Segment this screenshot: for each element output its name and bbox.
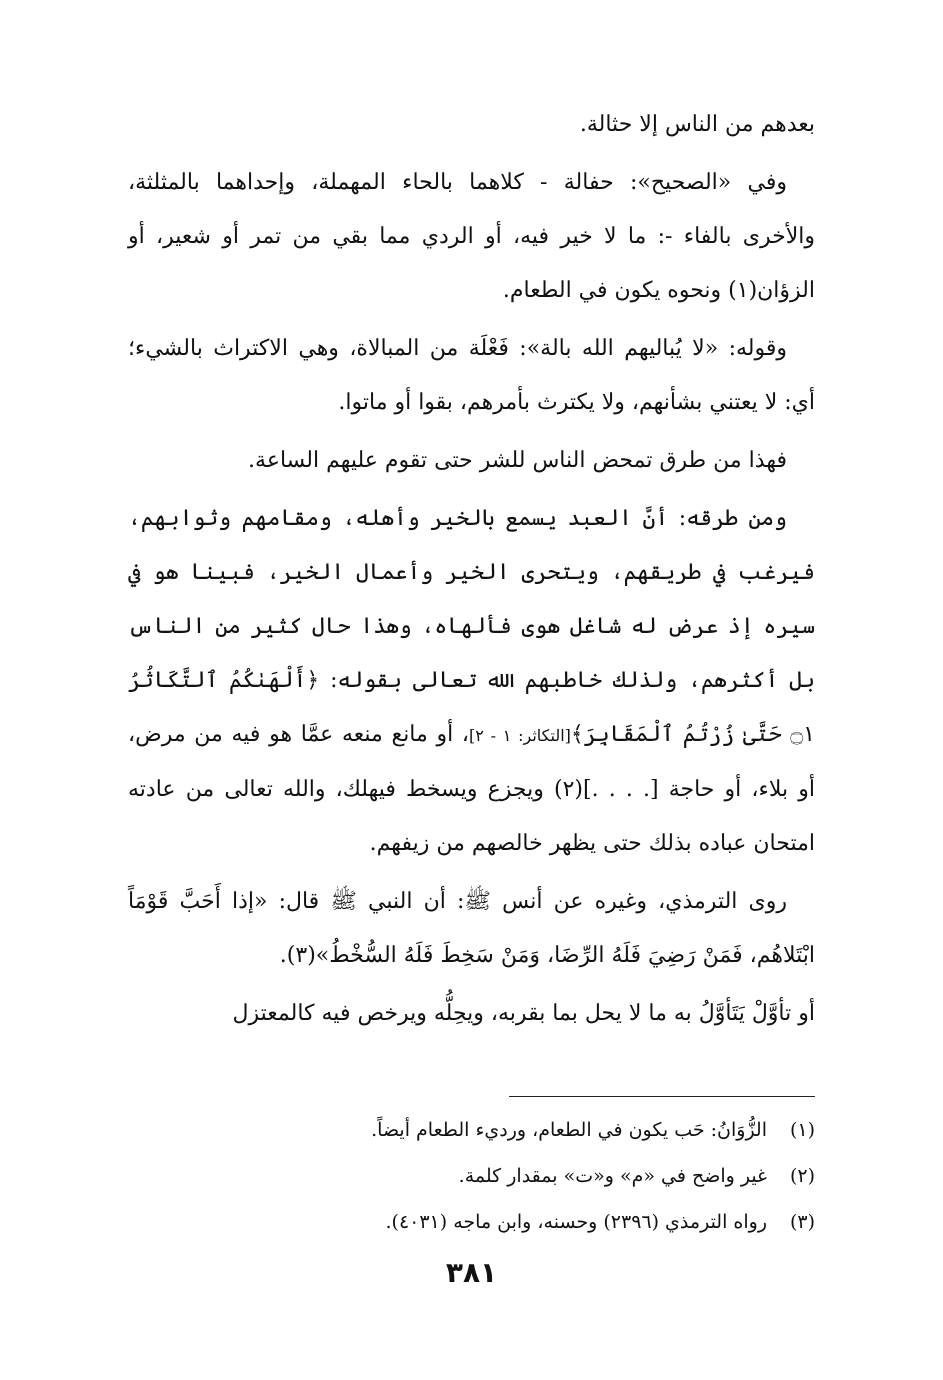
footnote-text: غير واضح في «م» و«ت» بمقدار كلمة. bbox=[458, 1165, 767, 1187]
footnote-1 bbox=[128, 1107, 815, 1153]
paragraph-5-after: ، أو مانع منعه عمَّا هو فيه من مرض، أو بلاء، أو حاجة [. . . .](٢) ويجزع ويسخط فيهلك، والله تعالى من عادته امتحان عباده بذلك حتى يظهر خالصهم من زيفهم. bbox=[128, 722, 816, 856]
footnote-number: (٣) bbox=[789, 1211, 815, 1233]
main-text bbox=[128, 98, 815, 1041]
footnote-3 bbox=[128, 1199, 815, 1245]
footnote-text: الزُّوَانُ: حَب يكون في الطعام، ورديء الطعام أيضاً. bbox=[371, 1119, 767, 1141]
paragraph-5-before: ومن طرقه: أنَّ العبد يسمع بالخير وأهله، ومقامهم وثوابهم، فيرغب في طريقهم، ويتحرى الخير وأعمال الخير، فبينا هو في سيره إذ عرض له شاغل هوى فألهاه، وهذا حال كثير من الناس بل أكثرهم، ولذلك خاطبهم الله تعالى بقوله: bbox=[128, 506, 815, 693]
paragraph-3: وقوله: «لا يُباليهم الله بالة»: فَعْلَة من المبالاة، وهي الاكتراث بالشيء؛ أي: لا يعتني بشأنهم، ولا يكترث بأمرهم، بقوا أو ماتوا. bbox=[128, 336, 815, 415]
page bbox=[128, 98, 815, 1380]
quran-verse: ﴿أَلْهَىٰكُمُ ٱلتَّكَاثُرُ ۝١ حَتَّىٰ زُرْتُمُ ٱلْمَقَابِرَ﴾ bbox=[128, 668, 815, 747]
paragraph-6: روى الترمذي، وغيره عن أنس ﷺ: أن النبي ﷺ قال: «إذا أَحَبَّ قَوْمَاً ابْتَلاهُم، فَمَنْ رَضِيَ فَلَهُ الرِّضَا، وَمَنْ سَخِطَ فَلَهُ السُّخْطُ»(٣). bbox=[128, 889, 815, 968]
paragraph-2: وفي «الصحيح»: حفالة - كلاهما بالحاء المهملة، وإحداهما بالمثلثة، والأخرى بالفاء -: ما لا خير فيه، أو الردي مما بقي من تمر أو شعير، أو الزؤان(١) ونحوه يكون في الطعام. bbox=[128, 170, 815, 303]
footnote-number: (٢) bbox=[789, 1165, 815, 1187]
footnote-number: (١) bbox=[789, 1119, 815, 1141]
footnotes bbox=[128, 1096, 815, 1245]
paragraph-4: فهذا من طرق تمحض الناس للشر حتى تقوم عليهم الساعة. bbox=[248, 448, 787, 473]
footnote-2 bbox=[128, 1153, 815, 1199]
footnote-text: رواه الترمذي (٢٣٩٦) وحسنه، وابن ماجه (٤٠٣١). bbox=[385, 1211, 767, 1233]
page-number: ٣٨١ bbox=[445, 1256, 498, 1289]
paragraph-1: بعدهم من الناس إلا حثالة. bbox=[579, 112, 815, 137]
quran-reference: [التكاثر: ١ - ٢] bbox=[468, 726, 571, 745]
footnote-divider bbox=[509, 1096, 815, 1097]
paragraph-7: أو تأوَّلْ يَتَأوَّلُ به ما لا يحل بما بقربه، ويحِلُّه ويرخص فيه كالمعتزل bbox=[232, 1001, 815, 1026]
paragraph-5 bbox=[128, 492, 815, 871]
